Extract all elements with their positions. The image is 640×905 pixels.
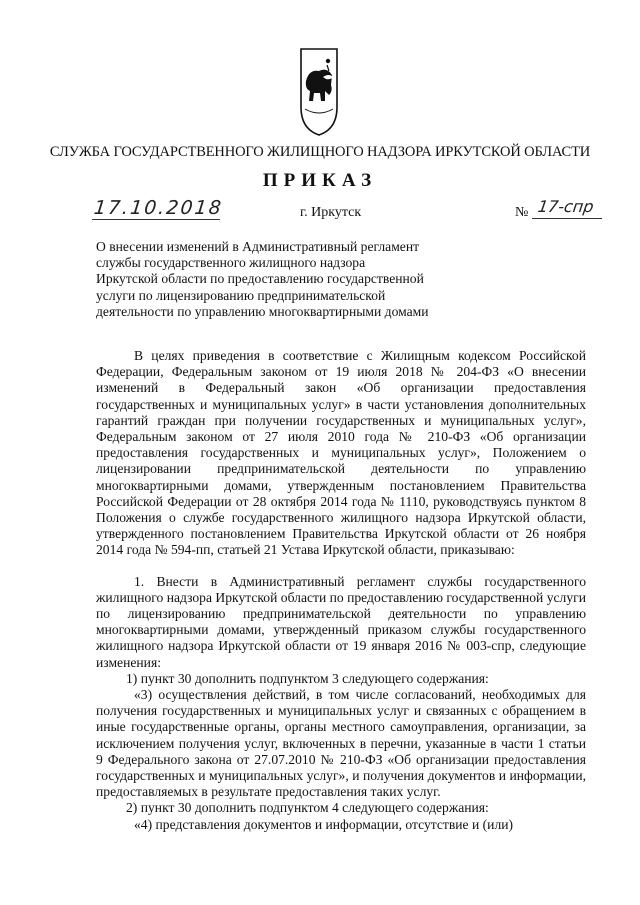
number-underline <box>532 218 602 219</box>
order-body <box>96 348 586 833</box>
subitem-1-paragraph: 1) пункт 30 дополнить подпунктом 3 следующего содержания: <box>126 670 489 686</box>
order-subject <box>96 239 429 320</box>
number-sign: № <box>515 205 529 220</box>
handwritten-number: 17-спр <box>536 197 595 216</box>
subject-line: Иркутской области по предоставлению государственной <box>96 271 424 287</box>
document-type: ПРИКАЗ <box>262 170 378 191</box>
issue-city: г. Иркутск <box>300 205 362 220</box>
quote-subpoint-3: «3) осуществления действий, в том числе согласований, необходимых для получения государственных и муниципальных услуг и связанных с обращением в иные государственные органы, органы местного самоуправления, организации, за исключением получения услуг, включенных в перечни, указанные в части 1 статьи 9 Федерального закона от 27.07.2010 № 210-ФЗ «Об организации предоставления государственных и муниципальных услуг», и получения документов и информации, предоставляемых в результате предоставления таких услуг. <box>96 687 586 800</box>
subitem-2-paragraph: 2) пункт 30 дополнить подпунктом 4 следующего содержания: <box>126 800 489 816</box>
quote-subpoint-4: «4) представления документов и информации, отсутствие и (или) <box>134 816 514 832</box>
agency-name: СЛУЖБА ГОСУДАРСТВЕННОГО ЖИЛИЩНОГО НАДЗОРА ИРКУТСКОЙ ОБЛАСТИ <box>49 144 591 160</box>
subject-line: службы государственного жилищного надзора <box>96 255 366 271</box>
subject-line: деятельности по управлению многоквартирными домами <box>96 303 429 319</box>
coat-of-arms-icon <box>299 47 339 137</box>
handwritten-date: 17.10.2018 <box>92 197 224 219</box>
date-underline <box>92 219 220 220</box>
item-1-paragraph: 1. Внести в Административный регламент службы государственного жилищного надзора Иркутской области по предоставлению государственной услуги по лицензированию предпринимательской деятельности по управлению многоквартирными домами, утвержденный приказом службы государственного жилищного надзора Иркутской области от 19 января 2016 № 003-спр, следующие изменения: <box>96 573 586 670</box>
subject-line: услуги по лицензированию предпринимательской <box>96 287 386 303</box>
preamble-paragraph: В целях приведения в соответствие с Жилищным кодексом Российской Федерации, Федеральным законом от 19 июля 2018 № 204-ФЗ «О внесении изменений в Федеральный закон «Об организации предоставления государственных и муниципальных услуг» в части установления дополнительных гарантий граждан при получении государственных и муниципальных услуг», Федеральным законом от 27 июля 2010 года № 210-ФЗ «Об организации предоставления государственных и муниципальных услуг», Положением о лицензировании предпринимательской деятельности по управлению многоквартирными домами, утвержденным постановлением Правительства Российской Федерации от 28 октября 2014 года № 1110, руководствуясь пунктом 8 Положения о службе государственного жилищного надзора Иркутской области, утвержденного постановлением Правительства Иркутской области от 26 ноября 2014 года № 594-пп, статьей 21 Устава Иркутской области, приказываю: <box>96 348 586 558</box>
subject-line: О внесении изменений в Административный регламент <box>96 239 420 254</box>
